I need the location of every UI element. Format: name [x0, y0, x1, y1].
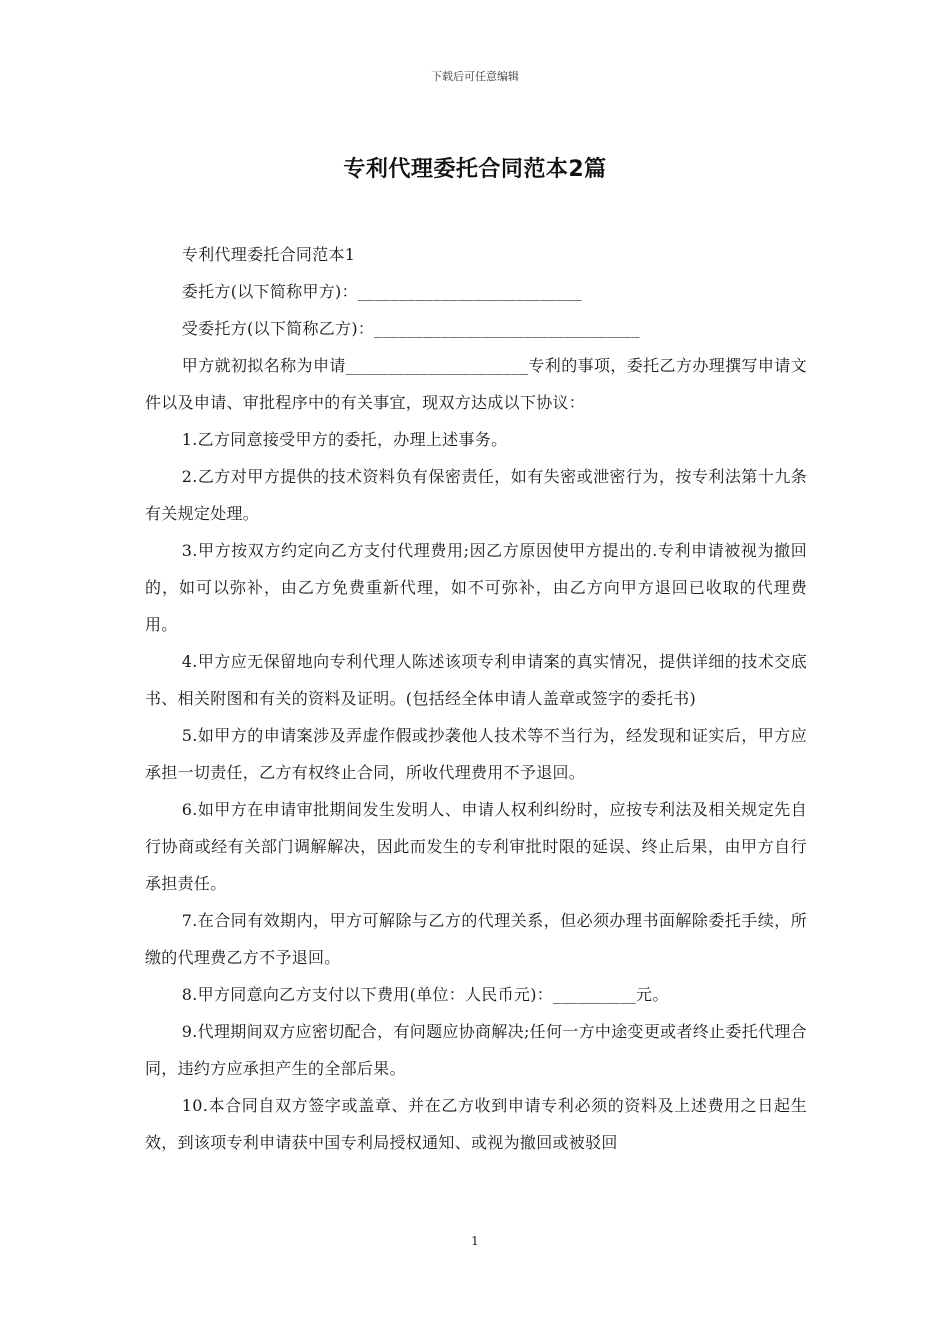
clause-6: 6.如甲方在申请审批期间发生发明人、申请人权利纠纷时，应按专利法及相关规定先自行协商或经有关部门调解解决，因此而发生的专利审批时限的延误、终止后果，由甲方自行承担责任。	[145, 800, 807, 893]
clause-10: 10.本合同自双方签字或盖章、并在乙方收到申请专利必须的资料及上述费用之日起生效，到该项专利申请获中国专利局授权通知、或视为撤回或被驳回	[145, 1096, 807, 1152]
paragraph-party-a: 委托方(以下简称甲方)：___________________________	[181, 282, 582, 301]
document-body	[145, 236, 807, 1161]
document-title: 专利代理委托合同范本2篇	[343, 157, 607, 182]
clause-9: 9.代理期间双方应密切配合，有问题应协商解决;任何一方中途变更或者终止委托代理合同，违约方应承担产生的全部后果。	[145, 1022, 807, 1078]
clause-2: 2.乙方对甲方提供的技术资料负有保密责任，如有失密或泄密行为，按专利法第十九条有关规定处理。	[145, 467, 807, 523]
paragraph-subtitle: 专利代理委托合同范本1	[181, 245, 356, 264]
clause-3: 3.甲方按双方约定向乙方支付代理费用;因乙方原因使甲方提出的.专利申请被视为撤回的，如可以弥补，由乙方免费重新代理，如不可弥补，由乙方向甲方退回已收取的代理费用。	[145, 541, 807, 634]
paragraph-party-b: 受委托方(以下简称乙方)：________________________________	[181, 319, 640, 338]
clause-8: 8.甲方同意向乙方支付以下费用(单位：人民币元)：__________元。	[181, 985, 669, 1004]
clause-4: 4.甲方应无保留地向专利代理人陈述该项专利申请案的真实情况，提供详细的技术交底书、相关附图和有关的资料及证明。(包括经全体申请人盖章或签字的委托书)	[145, 652, 807, 708]
paragraph-intro: 甲方就初拟名称为申请______________________专利的事项，委托乙方办理撰写申请文件以及申请、审批程序中的有关事宜，现双方达成以下协议：	[145, 356, 807, 412]
clause-7: 7.在合同有效期内，甲方可解除与乙方的代理关系，但必须办理书面解除委托手续，所缴的代理费乙方不予退回。	[145, 911, 807, 967]
clause-1: 1.乙方同意接受甲方的委托，办理上述事务。	[181, 430, 508, 449]
header-note: 下载后可任意编辑	[431, 70, 519, 83]
page-number: 1	[471, 1234, 479, 1248]
clause-5: 5.如甲方的申请案涉及弄虚作假或抄袭他人技术等不当行为，经发现和证实后，甲方应承担一切责任，乙方有权终止合同，所收代理费用不予退回。	[145, 726, 807, 782]
